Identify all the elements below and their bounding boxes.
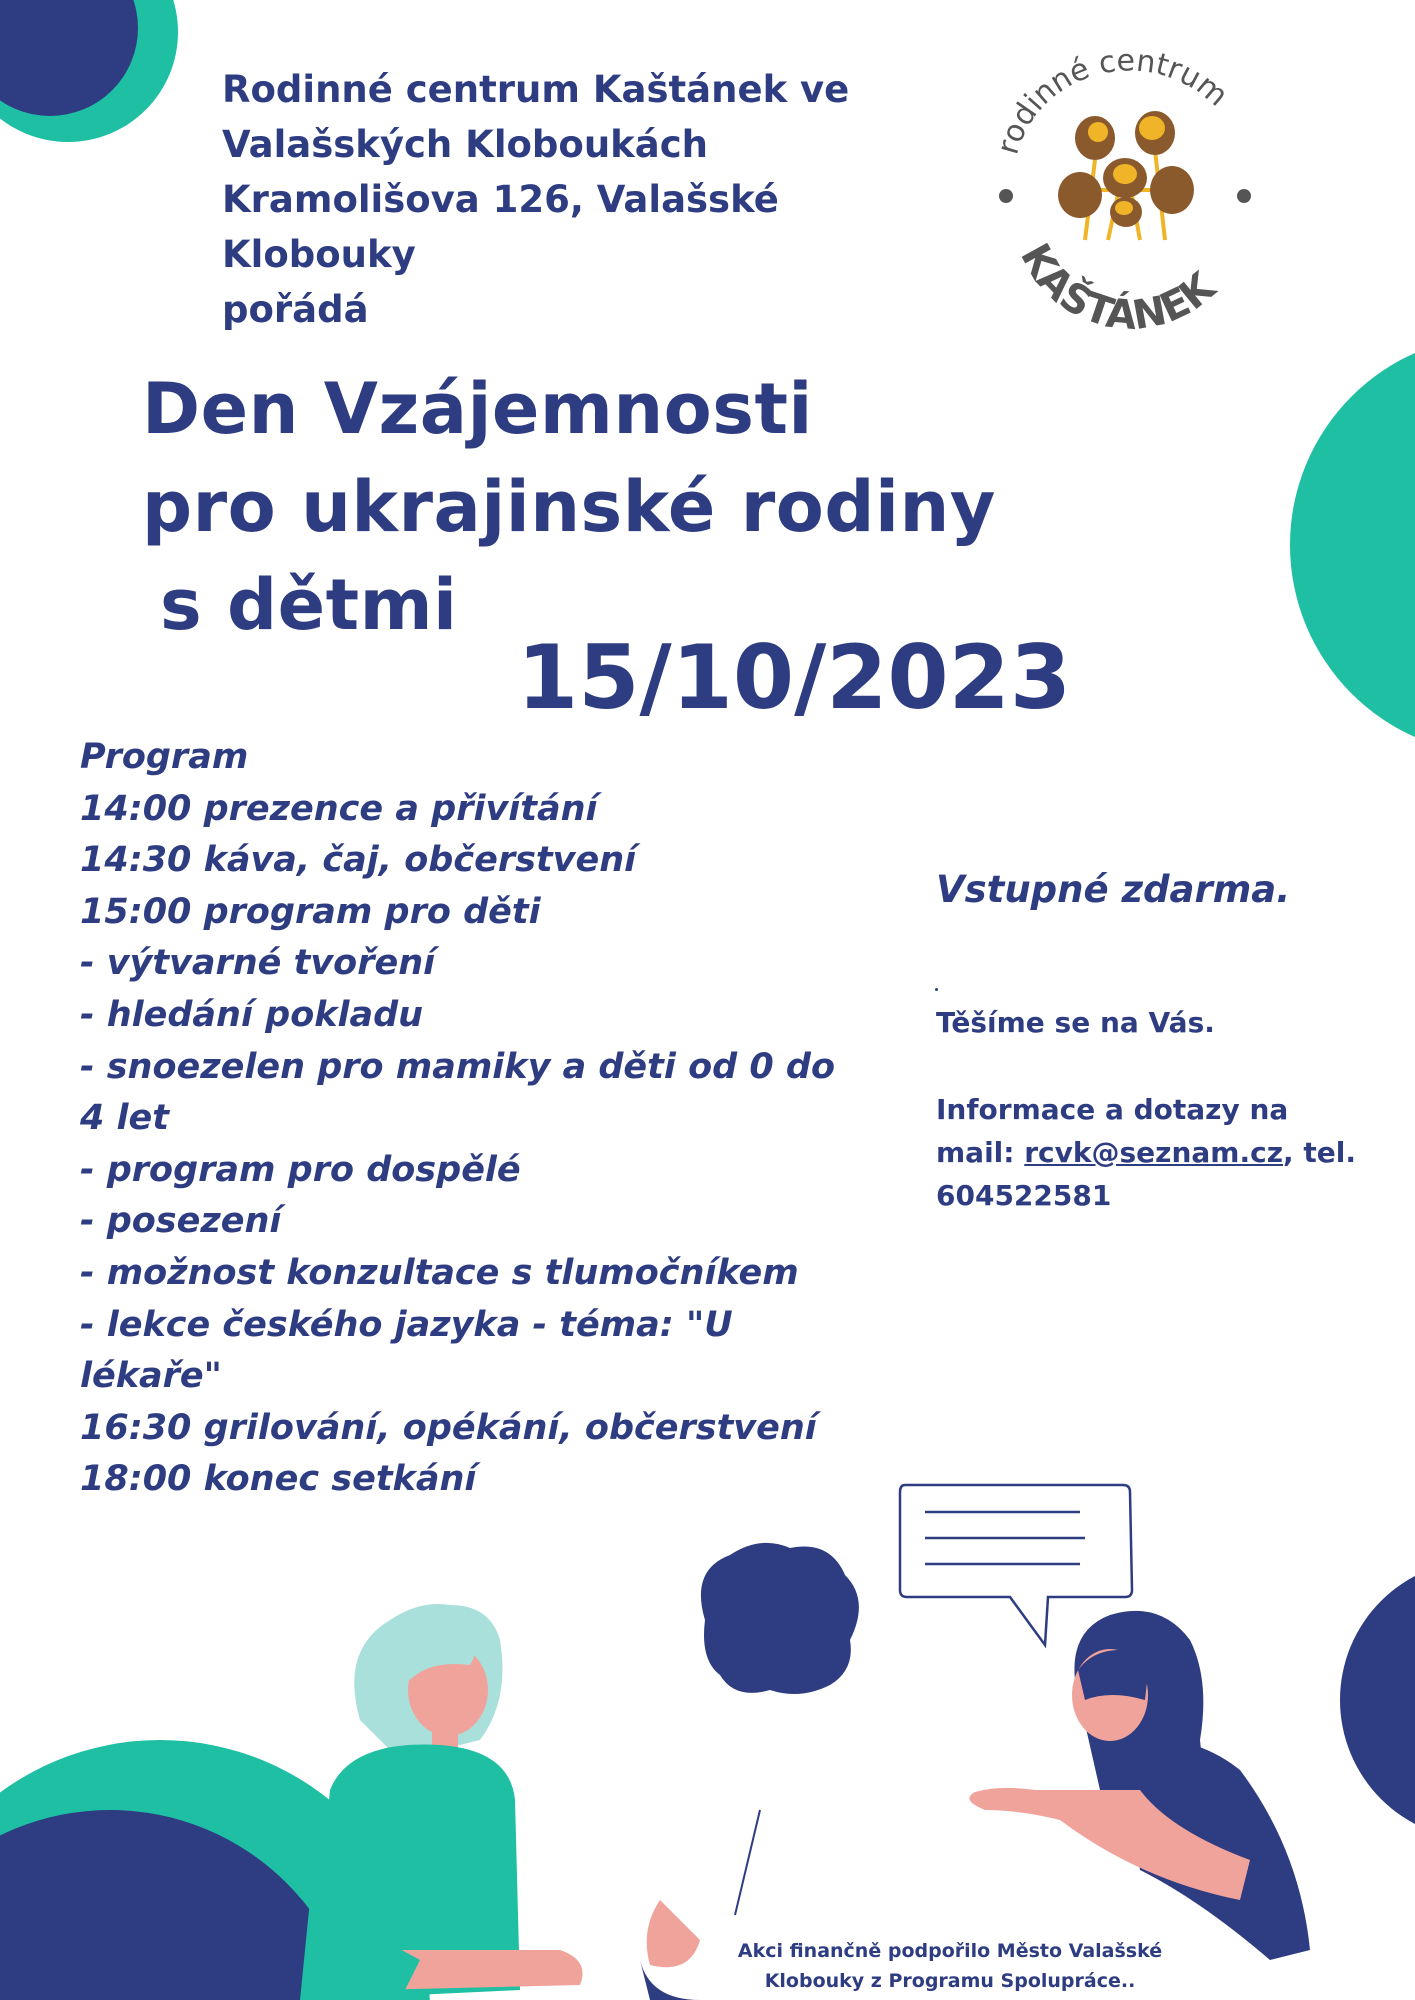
organizer-line: Klobouky: [222, 233, 416, 276]
sponsor-line: Klobouky z Programu Spolupráce..: [764, 1970, 1136, 1992]
program-item: - lekce českého jazyka - téma: "U: [80, 1304, 733, 1345]
email-link[interactable]: rcvk@seznam.cz: [1024, 1136, 1283, 1169]
organizer-block: [222, 62, 922, 337]
mail-prefix: mail:: [936, 1136, 1025, 1169]
sponsor-line: Akci finančně podpořilo Město Valašské: [737, 1940, 1163, 1962]
mail-suffix: , tel.: [1283, 1136, 1356, 1169]
program-item: - program pro dospělé: [80, 1149, 521, 1190]
event-title-line: Den Vzájemnosti: [142, 368, 813, 450]
sponsor-note: [690, 1936, 1210, 1996]
event-title-line: pro ukrajinské rodiny: [142, 466, 996, 548]
logo-bottom-text: KAŠTÁNEK: [1011, 236, 1224, 340]
program-item: 15:00 program pro děti: [80, 891, 541, 932]
greeting-text: Těšíme se na Vás.: [936, 1006, 1215, 1039]
phone-number: 604522581: [936, 1179, 1112, 1212]
program-item: - možnost konzultace s tlumočníkem: [80, 1252, 799, 1293]
program-item: 4 let: [80, 1098, 170, 1139]
program-item: - posezení: [80, 1201, 282, 1242]
contact-info: [936, 1088, 1376, 1217]
entry-free-text: Vstupné zdarma.: [936, 868, 1291, 911]
organizer-line: pořádá: [222, 288, 369, 331]
contact-mail-line: [936, 1131, 1376, 1174]
program-item: - hledání pokladu: [80, 994, 424, 1035]
program-item: - výtvarné tvoření: [80, 943, 436, 984]
program-item: - snoezelen pro mamiky a děti od 0 do: [80, 1046, 835, 1087]
organizer-line: Valašských Kloboukách: [222, 123, 709, 166]
organizer-line: Rodinné centrum Kaštánek ve: [222, 68, 850, 111]
program-item: 14:30 káva, čaj, občerstvení: [80, 840, 637, 881]
program-item: lékaře": [80, 1356, 222, 1397]
contact-line: Informace a dotazy na: [936, 1093, 1289, 1126]
event-title-line: s dětmi: [160, 564, 458, 646]
program-heading: Program: [80, 737, 249, 777]
program-item: 16:30 grilování, opékání, občerstvení: [80, 1407, 817, 1448]
event-title: [142, 360, 1142, 654]
program-list: [80, 732, 880, 1506]
logo-top-text: rodinné centrum: [990, 43, 1235, 159]
program-item: 14:00 prezence a přivítání: [80, 788, 598, 829]
program-item: 18:00 konec setkání: [80, 1459, 477, 1500]
event-date: 15/10/2023: [517, 626, 1072, 729]
organizer-line: Kramolišova 126, Valašské: [222, 178, 779, 221]
dot-mark: [935, 988, 938, 991]
